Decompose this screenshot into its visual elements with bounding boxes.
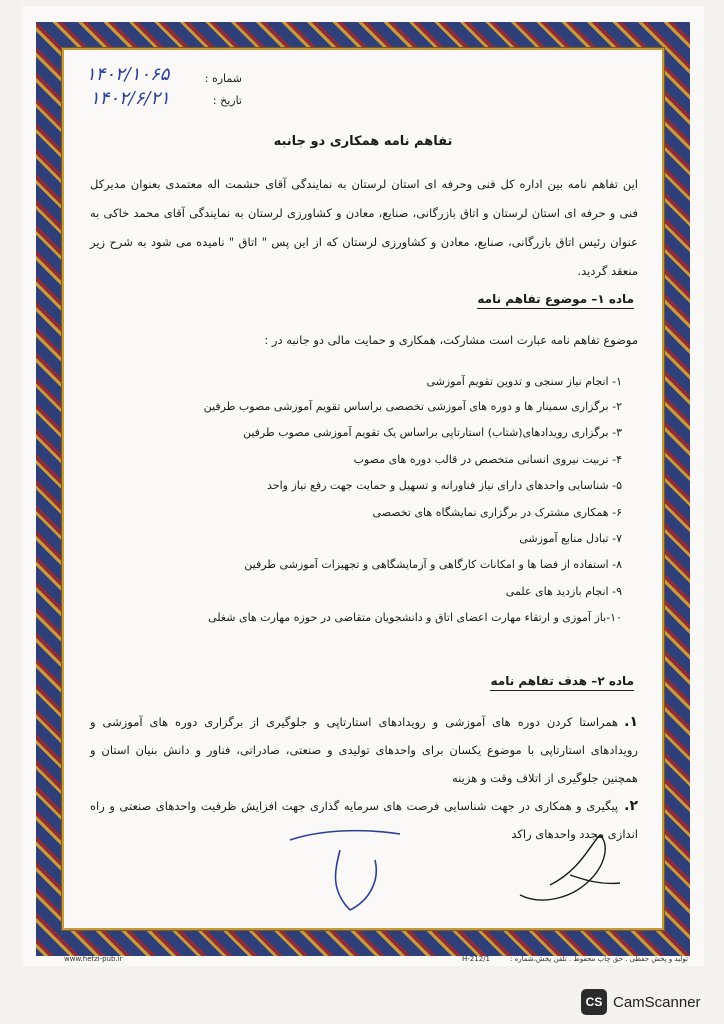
list-item: ۱- انجام نیاز سنجی و تدوین تقویم آموزشی bbox=[426, 375, 622, 388]
goal-number: ۲. bbox=[624, 798, 638, 814]
signature-right bbox=[510, 825, 630, 915]
footer-print-note: تولید و پخش حفظی . حق چاپ محفوظ . تلفن پخش،شماره : bbox=[510, 955, 688, 963]
article1-heading: ماده ۱– موضوع تفاهم نامه bbox=[477, 292, 634, 309]
date-label: تاریخ : bbox=[212, 94, 242, 107]
list-item: ۸- استفاده از فضا ها و امکانات کارگاهی و آزمایشگاهی و تجهیزات آموزشی طرفین bbox=[244, 558, 622, 571]
document-body bbox=[64, 50, 662, 928]
footer-form-code: H-212/1 bbox=[462, 955, 490, 963]
goal-text: همراستا کردن دوره های آموزشی و رویدادهای استارتاپی و جلوگیری از برگزاری دوره های آموزشی و رویدادهای استارتاپی با موضوع یکسان برای واحدهای تولیدی و صنعتی، صادراتی، فناور و دانش بنیان استان و همچنین جلوگیری از اتلاف وقت و هزینه bbox=[90, 715, 638, 785]
intro-paragraph: این تفاهم نامه بین اداره کل فنی وحرفه ای استان لرستان به نمایندگی آقای حشمت اله معتمدی بعنوان مدیرکل فنی و حرفه ای استان لرستان و اتاق بازرگانی، صنایع، معادن و کشاورزی لرستان به نمایندگی آقای محمد خاکی به عنوان رئیس اتاق بازرگانی، صنایع، معادن و کشاورزی لرستان که از این پس " اتاق " نامیده می شود به شرح زیر منعقد گردید. bbox=[90, 177, 638, 278]
list-item: ۶- همکاری مشترک در برگزاری نمایشگاه های تخصصی bbox=[372, 506, 622, 519]
list-item: ۳- برگزاری رویدادهای(شتاب) استارتاپی براساس یک تقویم آموزشی مصوب طرفین bbox=[242, 426, 622, 439]
list-item: ۴- تربیت نیروی انسانی متخصص در قالب دوره های مصوب bbox=[353, 453, 622, 466]
number-label: شماره : bbox=[204, 72, 242, 85]
number-value: ۱۴۰۲/۱۰۶۵ bbox=[86, 64, 170, 85]
camscanner-watermark bbox=[581, 989, 701, 1015]
list-item: ۵- شناسایی واحدهای دارای نیاز فناورانه و تسهیل و حمایت جهت رفع نیاز واحد bbox=[267, 479, 622, 492]
article1-lead: موضوع تفاهم نامه عبارت است مشارکت، همکاری و حمایت مالی دو جانبه در : bbox=[264, 333, 638, 347]
footer-website: www.hefzi-pub.ir bbox=[64, 955, 123, 963]
list-item: ۲- برگزاری سمینار ها و دوره های آموزشی تخصصی براساس تقویم آموزشی مصوب طرفین bbox=[203, 400, 622, 413]
goal-item bbox=[90, 708, 638, 792]
camscanner-logo-icon: CS bbox=[581, 989, 607, 1015]
page-title: تفاهم نامه همکاری دو جانبه bbox=[273, 134, 453, 149]
list-item: ۱۰-باز آموزی و ارتقاء مهارت اعضای اتاق و دانشجویان متقاضی در حوزه مهارت های شغلی bbox=[208, 611, 622, 624]
signature-left bbox=[280, 820, 430, 920]
goal-text: پیگیری و همکاری در جهت شناسایی فرصت های سرمایه گذاری جهت افزایش ظرفیت واحدهای صنعتی و راه اندازی مجدد واحدهای راکد bbox=[90, 799, 638, 841]
date-value: ۱۴۰۲/۶/۲۱ bbox=[90, 88, 170, 109]
article2-heading: ماده ۲– هدف تفاهم نامه bbox=[490, 674, 634, 691]
list-item: ۷- تبادل منابع آموزشی bbox=[519, 532, 622, 545]
camscanner-label: CamScanner bbox=[613, 993, 701, 1011]
list-item: ۹- انجام بازدید های علمی bbox=[505, 585, 622, 598]
goal-number: ۱. bbox=[624, 714, 638, 730]
